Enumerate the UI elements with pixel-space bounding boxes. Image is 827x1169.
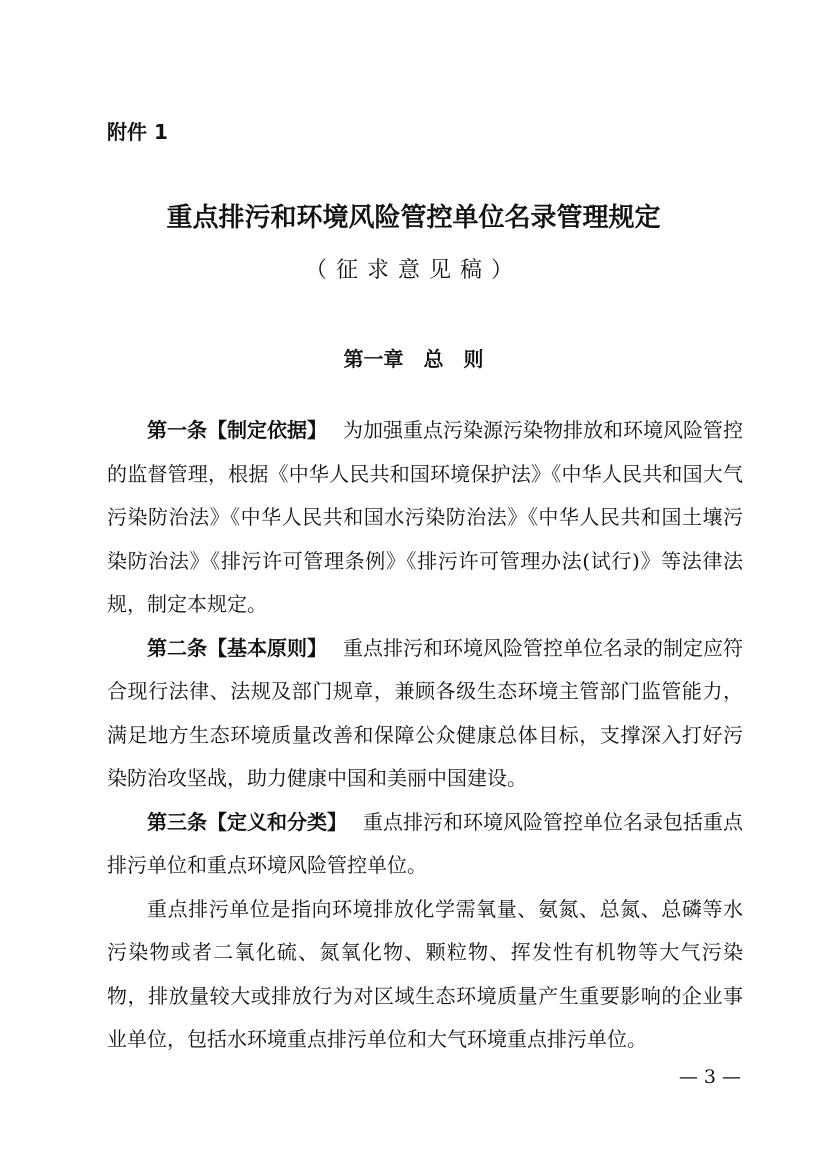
document-body xyxy=(107,409,743,1062)
chapter-heading: 第一章 总 则 xyxy=(343,347,484,371)
article-2-text: 重点排污和环境风险管控单位名录的制定应符合现行法律、法规及部门规章，兼顾各级生态环境主管部门监管能力，满足地方生态环境质量改善和保障公众健康总体目标，支撑深入打好污染防治攻坚战，助力健康中国和美丽中国建设。 xyxy=(107,635,743,790)
definition-paragraph: 重点排污单位是指向环境排放化学需氧量、氨氮、总氮、总磷等水污染物或者二氧化硫、氮氧化物、颗粒物、挥发性有机物等大气污染物，排放量较大或排放行为对区域生态环境质量产生重要影响的企业事业单位，包括水环境重点排污单位和大气环境重点排污单位。 xyxy=(107,896,743,1051)
article-1-label: 第一条【制定依据】 xyxy=(147,418,327,442)
document-title: 重点排污和环境风险管控单位名录管理规定 xyxy=(166,203,661,233)
article-2 xyxy=(107,627,743,801)
article-1-text: 为加强重点污染源污染物排放和环境风险管控的监督管理，根据《中华人民共和国环境保护法》《中华人民共和国大气污染防治法》《中华人民共和国水污染防治法》《中华人民共和国土壤污染防治法》《排污许可管理条例》《排污许可管理办法(试行)》等法律法规，制定本规定。 xyxy=(107,418,743,616)
article-3-label: 第三条【定义和分类】 xyxy=(147,809,347,834)
article-1 xyxy=(107,409,743,627)
article-3 xyxy=(107,801,743,888)
page-number: — 3 — xyxy=(678,1066,741,1088)
document-subtitle: （征求意见稿） xyxy=(304,258,522,283)
attachment-label: 附件 1 xyxy=(107,120,168,144)
article-2-label: 第二条【基本原则】 xyxy=(147,635,327,660)
article-3-text: 重点排污和环境风险管控单位名录包括重点排污单位和重点环境风险管控单位。 xyxy=(107,809,743,877)
